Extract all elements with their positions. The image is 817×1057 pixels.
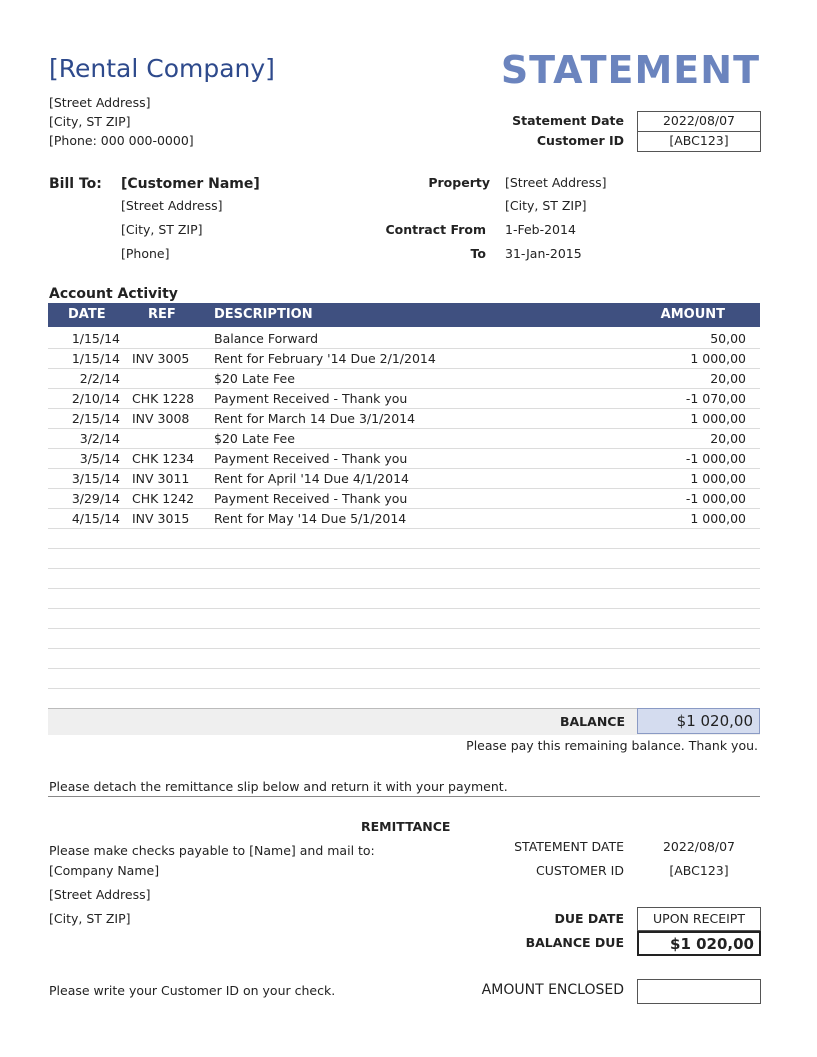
balance-due-label: BALANCE DUE: [525, 935, 624, 950]
table-row: [48, 509, 760, 529]
company-name: [Rental Company]: [49, 54, 275, 83]
remit-customer-id-value: [ABC123]: [669, 863, 729, 878]
detach-note: Please detach the remittance slip below and return it with your payment.: [49, 779, 508, 794]
table-row: [48, 669, 760, 689]
account-activity-title: Account Activity: [49, 286, 178, 302]
balance-due-value: $1 020,00: [637, 931, 761, 956]
row-ref: INV 3015: [132, 511, 190, 526]
remit-city: [City, ST ZIP]: [49, 911, 131, 926]
col-date: DATE: [68, 307, 106, 322]
row-description: Payment Received - Thank you: [214, 451, 408, 466]
statement-title: STATEMENT: [500, 48, 760, 92]
row-description: Rent for March 14 Due 3/1/2014: [214, 411, 416, 426]
row-amount: 20,00: [710, 371, 746, 386]
company-phone: [Phone: 000 000-0000]: [49, 133, 194, 148]
amount-enclosed-label: AMOUNT ENCLOSED: [481, 982, 624, 998]
row-ref: INV 3008: [132, 411, 190, 426]
row-ref: INV 3011: [132, 471, 190, 486]
table-row: [48, 589, 760, 609]
remit-street: [Street Address]: [49, 887, 151, 902]
table-row: [48, 469, 760, 489]
statement-date-value: 2022/08/07: [637, 111, 761, 132]
table-row: [48, 369, 760, 389]
contract-to-value: 31-Jan-2015: [505, 246, 582, 261]
row-amount: 50,00: [710, 331, 746, 346]
activity-table-header: [48, 303, 760, 327]
contract-to-label: To: [470, 246, 486, 261]
row-date: 2/2/14: [79, 371, 120, 386]
row-amount: -1 000,00: [685, 451, 746, 466]
amount-enclosed-field[interactable]: [637, 979, 761, 1004]
row-description: Rent for May '14 Due 5/1/2014: [214, 511, 407, 526]
company-city: [City, ST ZIP]: [49, 114, 131, 129]
company-street: [Street Address]: [49, 95, 151, 110]
customer-street: [Street Address]: [121, 198, 223, 213]
write-customer-id-note: Please write your Customer ID on your check.: [49, 983, 336, 998]
customer-name: [Customer Name]: [121, 176, 260, 192]
remittance-title: REMITTANCE: [361, 819, 451, 834]
table-row: [48, 649, 760, 669]
table-row: [48, 389, 760, 409]
due-date-value: UPON RECEIPT: [637, 907, 761, 931]
row-amount: 20,00: [710, 431, 746, 446]
bill-to-label: Bill To:: [49, 176, 102, 192]
table-row: [48, 569, 760, 589]
row-date: 3/2/14: [79, 431, 120, 446]
col-ref: REF: [148, 307, 176, 322]
table-row: [48, 329, 760, 349]
customer-city: [City, ST ZIP]: [121, 222, 203, 237]
payable-note: Please make checks payable to [Name] and mail to:: [49, 843, 375, 858]
contract-from-label: Contract From: [385, 222, 486, 237]
table-row: [48, 549, 760, 569]
due-date-label: DUE DATE: [554, 911, 624, 926]
table-row: [48, 409, 760, 429]
row-ref: CHK 1234: [132, 451, 195, 466]
balance-value: $1 020,00: [637, 708, 760, 734]
row-amount: 1 000,00: [690, 351, 746, 366]
row-date: 1/15/14: [71, 351, 120, 366]
row-description: Payment Received - Thank you: [214, 391, 408, 406]
row-amount: 1 000,00: [690, 411, 746, 426]
balance-label: BALANCE: [559, 714, 625, 729]
remit-statement-date-label: STATEMENT DATE: [514, 839, 624, 854]
row-description: $20 Late Fee: [214, 431, 295, 446]
customer-id-value: [ABC123]: [637, 131, 761, 152]
table-row: [48, 489, 760, 509]
table-row: [48, 689, 760, 709]
row-date: 4/15/14: [71, 511, 120, 526]
table-row: [48, 629, 760, 649]
row-date: 2/15/14: [71, 411, 120, 426]
row-description: Rent for April '14 Due 4/1/2014: [214, 471, 409, 486]
row-date: 3/29/14: [71, 491, 120, 506]
row-amount: -1 070,00: [685, 391, 746, 406]
table-row: [48, 449, 760, 469]
table-row: [48, 609, 760, 629]
remit-statement-date-value: 2022/08/07: [662, 839, 736, 854]
table-row: [48, 349, 760, 369]
row-amount: -1 000,00: [685, 491, 746, 506]
row-description: Balance Forward: [214, 331, 319, 346]
property-street: [Street Address]: [505, 175, 607, 190]
row-date: 1/15/14: [71, 331, 120, 346]
remit-customer-id-label: CUSTOMER ID: [536, 863, 624, 878]
customer-id-label: Customer ID: [536, 133, 624, 148]
row-ref: INV 3005: [132, 351, 190, 366]
row-date: 2/10/14: [71, 391, 120, 406]
row-amount: 1 000,00: [690, 471, 746, 486]
remit-company: [Company Name]: [49, 863, 160, 878]
col-amount: AMOUNT: [660, 307, 725, 322]
col-description: DESCRIPTION: [214, 307, 313, 322]
property-label: Property: [428, 175, 490, 190]
statement-date-label: Statement Date: [512, 113, 624, 128]
balance-note: Please pay this remaining balance. Thank you.: [466, 738, 758, 753]
row-ref: CHK 1242: [132, 491, 195, 506]
row-date: 3/15/14: [71, 471, 120, 486]
detach-divider: [48, 796, 760, 797]
property-city: [City, ST ZIP]: [505, 198, 587, 213]
table-row: [48, 529, 760, 549]
row-ref: CHK 1228: [132, 391, 195, 406]
row-amount: 1 000,00: [690, 511, 746, 526]
table-row: [48, 429, 760, 449]
row-description: $20 Late Fee: [214, 371, 295, 386]
row-description: Payment Received - Thank you: [214, 491, 408, 506]
customer-phone: [Phone]: [121, 246, 170, 261]
row-description: Rent for February '14 Due 2/1/2014: [214, 351, 436, 366]
contract-from-value: 1-Feb-2014: [505, 222, 576, 237]
row-date: 3/5/14: [79, 451, 120, 466]
